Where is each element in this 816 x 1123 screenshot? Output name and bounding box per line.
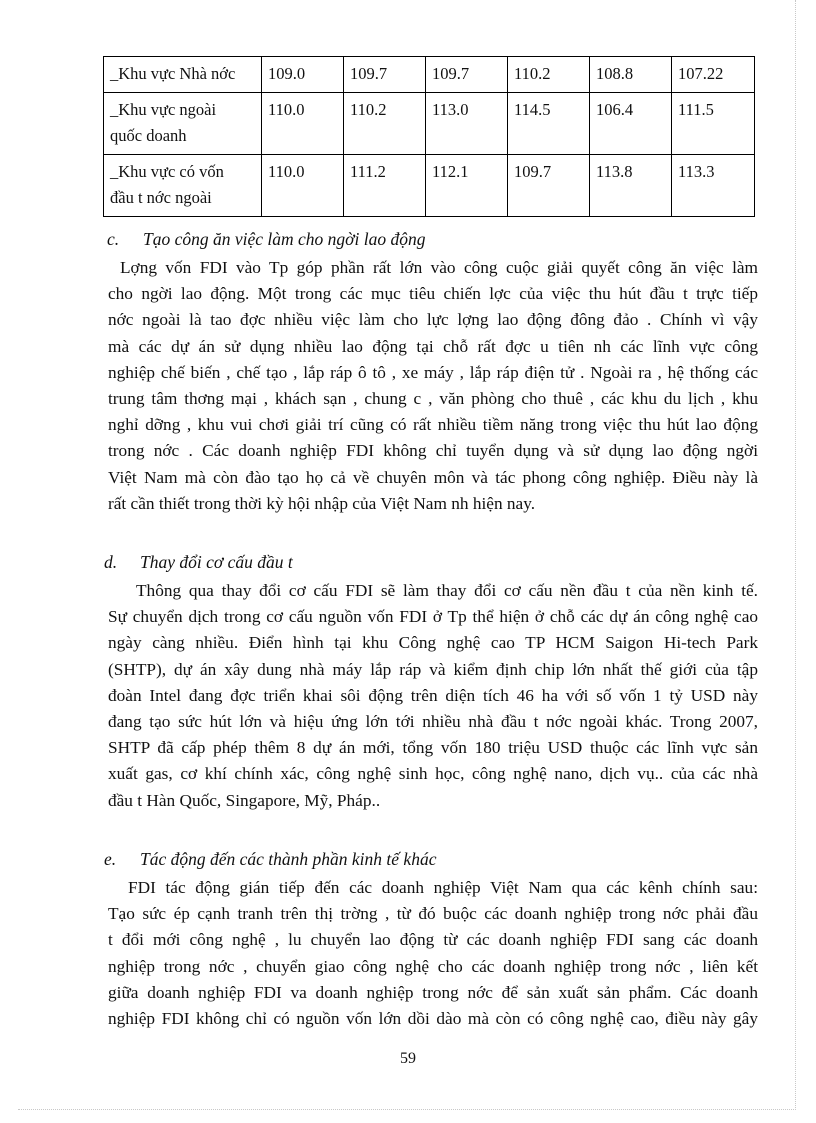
- text-line: đoàn Intel đang đợc triển khai sôi động trên diện tích 46 ha với số vốn 1 tỷ USD này: [108, 685, 758, 705]
- table-cell: 107.22: [672, 57, 755, 93]
- table-cell: 111.2: [344, 155, 426, 217]
- text-line: trung tâm thơng mại , khách sạn , chung c , văn phòng cho thuê , các khu du lịch , khu: [108, 389, 758, 409]
- table-cell: 109.7: [426, 57, 508, 93]
- section-title: Tác động đến các thành phần kinh tế khác: [140, 849, 437, 869]
- text-line: trong nớc . Các doanh nghiệp FDI không chỉ tuyển dụng và sử dụng lao động ngời: [108, 441, 758, 461]
- text-line: nghiệp FDI không chỉ có nguồn vốn lớn dồi dào mà còn có công nghệ cao, điều này gây: [108, 1009, 758, 1029]
- text-line: FDI tác động gián tiếp đến các doanh nghiệp Việt Nam qua các kênh chính sau:: [128, 878, 758, 897]
- text-line: nớc ngoài là tao đợc nhiều việc làm cho lực lợng lao động đông đảo . Chính vì vậy: [108, 310, 758, 330]
- text-line: Sự chuyển dịch trong cơ cấu nguồn vốn FDI ở Tp thể hiện ở chỗ các dự án công nghệ cao: [108, 607, 758, 627]
- text-line: nghỉ dỡng , khu vui chơi giải trí cũng có rất nhiều tiềm năng trong việc thu hút lao động: [108, 415, 758, 435]
- table-cell: 109.7: [344, 57, 426, 93]
- table-cell: 113.3: [672, 155, 755, 217]
- text-line: nghiệp trong nớc , chuyển giao công nghệ cho các doanh nghiệp trong nớc , liên kết: [108, 956, 758, 976]
- table-cell: 109.0: [262, 57, 344, 93]
- text-line: Lợng vốn FDI vào Tp góp phần rất lớn vào công cuộc giải quyết công ăn việc làm: [120, 258, 758, 277]
- text-line: mà các dự án sử dụng nhiều lao động tại chỗ rất đợc u tiên nh các lĩnh vực công: [108, 336, 758, 356]
- table-row-label: _Khu vực Nhà nớc: [104, 57, 262, 93]
- text-line: (SHTP), dự án xây dung nhà máy lắp ráp và kiểm định chip lớn nhất thế giới của tập: [108, 659, 758, 679]
- text-line: SHTP đã cấp phép thêm 8 dự án mới, tổng vốn 180 triệu USD thuộc các lĩnh vực sản: [108, 738, 758, 758]
- text-line: t đổi mới công nghệ , lu chuyển lao động từ các doanh nghiệp FDI sang các doanh: [108, 930, 758, 950]
- table-cell: 106.4: [590, 93, 672, 155]
- table-cell: 108.8: [590, 57, 672, 93]
- table-cell: 111.5: [672, 93, 755, 155]
- table-row: [104, 57, 755, 93]
- table-row-label: _Khu vực ngoài quốc doanh: [104, 93, 262, 155]
- table-cell: 113.8: [590, 155, 672, 217]
- table-cell: 109.7: [508, 155, 590, 217]
- section-title: Thay đổi cơ cấu đầu t: [140, 552, 293, 572]
- table-cell: 110.0: [262, 155, 344, 217]
- section-letter: c.: [107, 229, 120, 249]
- text-line: giữa doanh nghiệp FDI va doanh nghiệp trong nớc để sản xuất sản phẩm. Các doanh: [108, 982, 758, 1002]
- section-title: Tạo công ăn việc làm cho ngời lao động: [143, 229, 426, 249]
- section-body-c: [108, 255, 758, 517]
- section-letter: d.: [104, 552, 118, 572]
- section-letter: e.: [104, 849, 117, 869]
- text-line: Thông qua thay đổi cơ cấu FDI sẽ làm thay đổi cơ cấu nền đầu t của nền kinh tế.: [136, 581, 758, 600]
- text-line: cho ngời lao động. Một trong các mục tiêu chiến lợc của việc thu hút đầu t trực tiếp: [108, 284, 758, 304]
- section-body-d: [108, 578, 758, 814]
- section-body-e: [108, 875, 758, 1032]
- section-heading-d: [104, 552, 293, 573]
- table-row: [104, 155, 755, 217]
- growth-table: [103, 56, 755, 217]
- text-line: xuất gas, cơ khí chính xác, công nghệ sinh học, công nghệ nano, dịch vụ.. của các nhà: [108, 764, 758, 784]
- text-line: nghiệp chế biến , chế tạo , lắp ráp ô tô , xe máy , lắp ráp điện tử . Ngoài ra , hệ thống các: [108, 362, 758, 382]
- section-heading-e: [104, 849, 436, 870]
- text-line: ngày càng nhiều. Điển hình tại khu Công nghệ cao TP HCM Saigon Hi-tech Park: [108, 633, 758, 653]
- text-line: đầu t Hàn Quốc, Singapore, Mỹ, Pháp..: [108, 790, 381, 810]
- page-number: 59: [400, 1050, 416, 1067]
- text-line: Tạo sức ép cạnh tranh trên thị trờng , từ đó buộc các doanh nghiệp trong nớc phải đầu: [108, 904, 758, 924]
- table-cell: 113.0: [426, 93, 508, 155]
- table-cell: 110.0: [262, 93, 344, 155]
- text-line: đang tạo sức hút lớn và hiệu ứng lớn tới nhiều nhà đầu t nớc ngoài khác. Trong 2007,: [108, 712, 758, 732]
- table-row: [104, 93, 755, 155]
- table-cell: 114.5: [508, 93, 590, 155]
- text-line: Việt Nam mà còn đào tạo họ cả về chuyên môn và tác phong công nghiệp. Điều này là: [108, 467, 758, 487]
- section-heading-c: [107, 229, 426, 250]
- text-line: rất cần thiết trong thời kỳ hội nhập của Việt Nam nh hiện nay.: [108, 493, 536, 513]
- table-row-label: _Khu vực có vốn đầu t nớc ngoài: [104, 155, 262, 217]
- table-cell: 112.1: [426, 155, 508, 217]
- table-cell: 110.2: [344, 93, 426, 155]
- table-cell: 110.2: [508, 57, 590, 93]
